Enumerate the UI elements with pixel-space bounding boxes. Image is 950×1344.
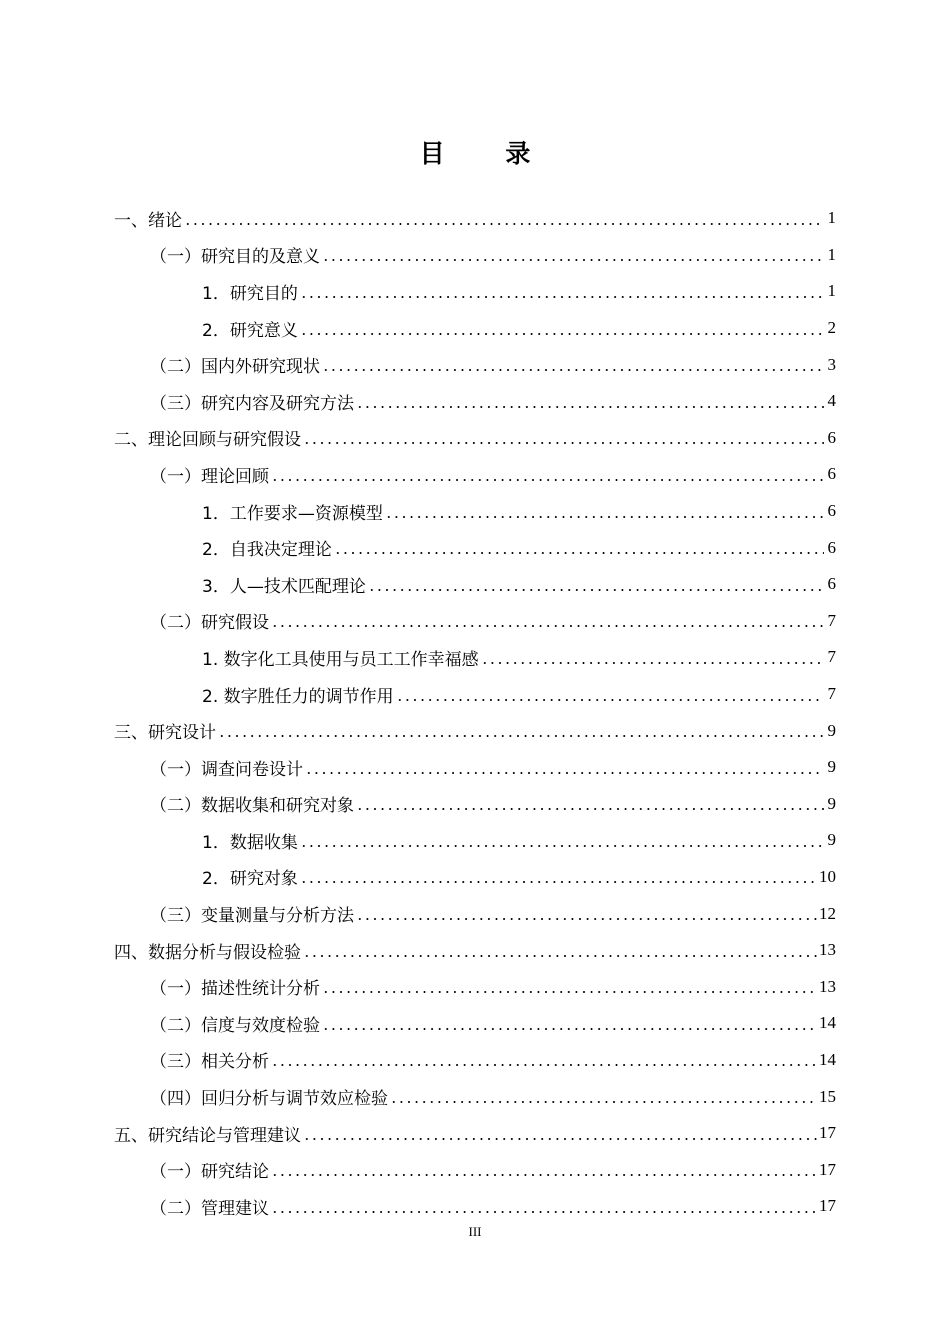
toc-entry-page: 6 [827, 427, 836, 447]
toc-entry[interactable] [0, 859, 950, 896]
toc-entry-page: 3 [827, 354, 836, 374]
toc-entry[interactable] [0, 895, 950, 932]
toc-entry-page: 7 [827, 647, 836, 667]
toc-dot-leader [271, 465, 824, 482]
toc-entry-text: 1．数据收集 [202, 832, 298, 853]
toc-dot-leader [368, 575, 824, 592]
toc-entry-page: 6 [827, 501, 836, 521]
toc-entry-text: 四、数据分析与假设检验 [114, 942, 301, 963]
toc-entry[interactable] [0, 1078, 950, 1115]
toc-entry[interactable] [0, 346, 950, 383]
toc-entry-text: 2．研究对象 [202, 869, 298, 890]
toc-entry[interactable] [0, 383, 950, 420]
toc-entry-text: 一、绪论 [114, 210, 182, 231]
toc-entry-text: （一）调查问卷设计 [150, 759, 303, 780]
toc-entry-text: 2. 数字胜任力的调节作用 [202, 686, 394, 707]
toc-entry-page: 6 [827, 464, 836, 484]
toc-entry-page: 9 [827, 757, 836, 777]
toc-dot-leader [356, 904, 817, 921]
toc-entry-page: 7 [827, 684, 836, 704]
toc-dot-leader [390, 1087, 817, 1104]
toc-list [0, 200, 950, 1225]
toc-entry-text: 2．自我决定理论 [202, 540, 332, 561]
toc-entry[interactable] [0, 603, 950, 640]
toc-dot-leader [300, 282, 824, 299]
toc-entry-text: （一）研究结论 [150, 1162, 269, 1183]
toc-dot-leader [300, 831, 824, 848]
toc-entry-page: 7 [827, 610, 836, 630]
toc-dot-leader [271, 611, 824, 628]
toc-entry[interactable] [0, 529, 950, 566]
toc-entry-page: 6 [827, 537, 836, 557]
toc-entry[interactable] [0, 273, 950, 310]
toc-entry[interactable] [0, 1188, 950, 1225]
toc-entry-text: 1．研究目的 [202, 283, 298, 304]
toc-entry-text: （一）研究目的及意义 [150, 247, 320, 268]
toc-entry-page: 13 [819, 976, 836, 996]
toc-dot-leader [396, 685, 824, 702]
toc-dot-leader [322, 1014, 817, 1031]
toc-entry-page: 9 [827, 830, 836, 850]
toc-entry[interactable] [0, 639, 950, 676]
toc-entry[interactable] [0, 310, 950, 347]
toc-dot-leader [356, 392, 824, 409]
toc-entry[interactable] [0, 456, 950, 493]
toc-dot-leader [334, 538, 824, 555]
toc-entry-text: 三、研究设计 [114, 723, 216, 744]
toc-entry-page: 15 [819, 1086, 836, 1106]
toc-entry-text: （三）研究内容及研究方法 [150, 393, 354, 414]
toc-entry[interactable] [0, 932, 950, 969]
toc-dot-leader [300, 319, 824, 336]
page-number: III [468, 1224, 482, 1239]
toc-entry-page: 17 [819, 1159, 836, 1179]
toc-title: 目 录 [419, 139, 557, 168]
toc-entry-page: 6 [827, 574, 836, 594]
toc-entry[interactable] [0, 1005, 950, 1042]
toc-dot-leader [271, 1197, 817, 1214]
toc-entry[interactable] [0, 968, 950, 1005]
toc-dot-leader [271, 1160, 817, 1177]
toc-entry[interactable] [0, 786, 950, 823]
toc-entry-text: （四）回归分析与调节效应检验 [150, 1089, 388, 1110]
toc-entry-page: 4 [827, 391, 836, 411]
toc-dot-leader [481, 648, 824, 665]
toc-dot-leader [303, 428, 824, 445]
toc-dot-leader [184, 209, 824, 226]
toc-entry-text: （二）研究假设 [150, 613, 269, 634]
toc-entry[interactable] [0, 1115, 950, 1152]
toc-entry[interactable] [0, 200, 950, 237]
toc-entry-page: 17 [819, 1123, 836, 1143]
toc-entry-text: （三）相关分析 [150, 1052, 269, 1073]
toc-entry-page: 2 [827, 318, 836, 338]
toc-entry-page: 1 [827, 281, 836, 301]
toc-entry-page: 10 [819, 866, 836, 886]
toc-entry-text: 五、研究结论与管理建议 [114, 1125, 301, 1146]
toc-entry-page: 13 [819, 940, 836, 960]
toc-dot-leader [303, 941, 817, 958]
toc-entry-text: （一）描述性统计分析 [150, 979, 320, 1000]
toc-entry-page: 14 [819, 1049, 836, 1069]
toc-entry-page: 9 [827, 720, 836, 740]
toc-dot-leader [305, 758, 824, 775]
toc-dot-leader [322, 245, 824, 262]
toc-entry-text: 二、理论回顾与研究假设 [114, 430, 301, 451]
toc-dot-leader [300, 867, 817, 884]
toc-entry-text: （二）数据收集和研究对象 [150, 796, 354, 817]
toc-dot-leader [322, 977, 817, 994]
toc-entry[interactable] [0, 822, 950, 859]
toc-entry-text: 3．人—技术匹配理论 [202, 576, 366, 597]
toc-entry-text: （三）变量测量与分析方法 [150, 906, 354, 927]
toc-entry[interactable] [0, 676, 950, 713]
toc-entry-text: （二）信度与效度检验 [150, 1015, 320, 1036]
toc-entry-page: 1 [827, 208, 836, 228]
toc-dot-leader [218, 721, 824, 738]
toc-dot-leader [385, 502, 824, 519]
toc-dot-leader [303, 1124, 817, 1141]
toc-entry[interactable] [0, 749, 950, 786]
toc-entry-text: （一）理论回顾 [150, 466, 269, 487]
toc-entry[interactable] [0, 420, 950, 457]
toc-entry-page: 12 [819, 903, 836, 923]
toc-entry-page: 1 [827, 244, 836, 264]
toc-dot-leader [271, 1050, 817, 1067]
toc-entry-page: 9 [827, 793, 836, 813]
toc-entry-text: 2．研究意义 [202, 320, 298, 341]
toc-entry-text: 1. 数字化工具使用与员工工作幸福感 [202, 649, 479, 670]
toc-dot-leader [356, 794, 824, 811]
toc-entry-text: （二）国内外研究现状 [150, 357, 320, 378]
toc-entry[interactable] [0, 237, 950, 274]
toc-entry[interactable] [0, 712, 950, 749]
toc-entry[interactable] [0, 566, 950, 603]
toc-dot-leader [322, 355, 824, 372]
toc-entry-page: 14 [819, 1013, 836, 1033]
toc-entry-text: 1．工作要求—资源模型 [202, 503, 383, 524]
toc-entry[interactable] [0, 493, 950, 530]
toc-entry-text: （二）管理建议 [150, 1198, 269, 1219]
toc-entry-page: 17 [819, 1196, 836, 1216]
toc-entry[interactable] [0, 1042, 950, 1079]
toc-entry[interactable] [0, 1151, 950, 1188]
